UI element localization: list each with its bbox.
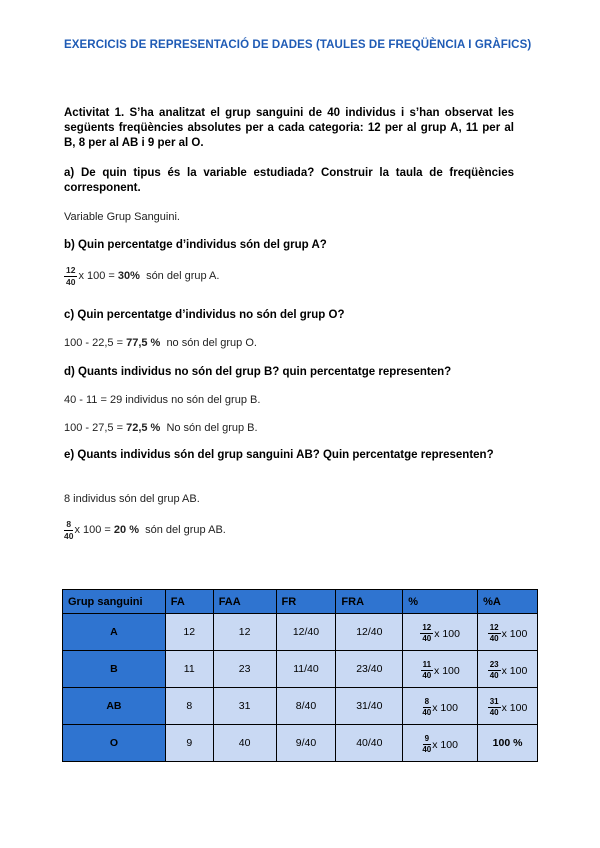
cell-fraction [422,735,431,755]
fraction-numerator: 11 [421,661,433,672]
fraction-numerator: 12 [420,624,433,635]
answer-e-tail: són del grup AB. [139,524,226,536]
header-percent-accum: %A [478,590,538,614]
table-header-row [63,590,538,614]
table-row [63,725,538,762]
answer-c-tail: no són del grup O. [160,337,257,349]
fraction-denominator: 40 [64,531,74,541]
cell-percent [403,725,478,762]
cell-suffix: x 100 [501,627,528,640]
header-fr: FR [276,590,336,614]
cell-group: O [63,725,166,762]
fraction-denominator: 40 [422,708,432,717]
cell-group: B [63,651,166,688]
document-title: EXERCICIS DE REPRESENTACIÓ DE DADES (TAULES DE FREQÜÈNCIA I GRÀFICS) [64,39,532,51]
answer-a: Variable Grup Sanguini. [64,211,180,223]
cell-percent-accum [478,651,538,688]
answer-c [64,336,514,351]
cell-fa: 11 [165,651,213,688]
cell-percent-accum [478,614,538,651]
answer-b-tail: són del grup A. [139,270,220,282]
fraction-denominator: 40 [66,277,76,287]
question-e: e) Quants individus són del grup sanguini AB? Quin percentatge representen? [64,449,494,461]
header-percent: % [403,590,478,614]
cell-faa: 23 [213,651,276,688]
answer-d-line1: 40 - 11 = 29 individus no són del grup B. [64,394,261,406]
frequency-table [62,589,538,762]
fraction-b [64,266,77,287]
fraction-numerator: 23 [488,661,501,672]
cell-suffix: x 100 [501,701,528,714]
fraction-numerator: 31 [488,698,501,709]
question-c: c) Quin percentatge d’individus no són del grup O? [64,309,345,321]
cell-faa: 40 [213,725,276,762]
fraction-numerator: 12 [66,265,76,275]
fraction-denominator: 40 [422,634,432,643]
cell-fraction [420,624,433,644]
activity-statement: Activitat 1. S’ha analitzat el grup sanguini de 40 individus i s’han observat les següents freqüències absolutes per a cada categoria: 12 per al grup A, 11 per al B, 8 per al AB i 9 per al O. [64,107,514,149]
answer-c-result: 77,5 % [126,337,161,349]
answer-e-line1: 8 individus són del grup AB. [64,493,200,505]
fraction-e [64,520,73,541]
answer-d-line2 [64,421,514,436]
cell-percent-accum [478,688,538,725]
answer-b-result: 30% [117,270,140,282]
header-fra: FRA [336,590,403,614]
cell-fraction [488,661,501,681]
cell-suffix: x 100 [432,701,458,714]
answer-d-result: 72,5 % [126,422,161,434]
answer-b [64,266,514,287]
cell-fa: 8 [165,688,213,725]
fraction-denominator: 40 [489,671,499,680]
cell-group: A [63,614,166,651]
answer-d-pre: 100 - 27,5 = [64,422,127,434]
cell-fa: 9 [165,725,213,762]
answer-b-mid: x 100 = [78,270,118,282]
header-grup-sanguini: Grup sanguini [63,590,166,614]
cell-group: AB [63,688,166,725]
fraction-numerator: 8 [423,698,431,709]
table-row [63,614,538,651]
cell-percent [403,688,478,725]
cell-fra: 40/40 [336,725,403,762]
answer-e-line2 [64,520,514,541]
cell-faa: 31 [213,688,276,725]
answer-e-mid: x 100 = [74,524,114,536]
header-fa: FA [165,590,213,614]
answer-e-result: 20 % [113,524,139,536]
table-row [63,688,538,725]
cell-fra: 23/40 [336,651,403,688]
cell-suffix: x 100 [432,738,458,751]
table-row [63,651,538,688]
cell-percent-accum: 100 % [478,725,538,762]
cell-fraction [422,698,431,718]
fraction-denominator: 40 [422,671,432,680]
cell-fa: 12 [165,614,213,651]
fraction-denominator: 40 [422,745,432,754]
cell-fr: 9/40 [276,725,336,762]
question-d: d) Quants individus no són del grup B? quin percentatge representen? [64,366,452,378]
cell-fr: 12/40 [276,614,336,651]
fraction-denominator: 40 [489,634,499,643]
cell-suffix: x 100 [434,627,460,640]
fraction-numerator: 9 [423,735,431,746]
cell-percent [403,614,478,651]
answer-d-tail: No són del grup B. [160,422,258,434]
header-faa: FAA [213,590,276,614]
fraction-numerator: 8 [66,519,72,529]
answer-c-pre: 100 - 22,5 = [64,337,127,349]
cell-fr: 11/40 [276,651,336,688]
question-b: b) Quin percentatge d’individus són del grup A? [64,239,327,251]
cell-fraction [488,698,501,718]
cell-fraction [421,661,433,681]
fraction-denominator: 40 [489,708,499,717]
cell-suffix: x 100 [501,664,528,677]
cell-fraction [488,624,501,644]
cell-fra: 12/40 [336,614,403,651]
cell-fra: 31/40 [336,688,403,725]
fraction-numerator: 12 [488,624,501,635]
cell-percent [403,651,478,688]
question-a: a) De quin tipus és la variable estudiada? Construir la taula de freqüències corresponent. [64,167,514,194]
cell-suffix: x 100 [434,664,460,677]
cell-fr: 8/40 [276,688,336,725]
cell-faa: 12 [213,614,276,651]
